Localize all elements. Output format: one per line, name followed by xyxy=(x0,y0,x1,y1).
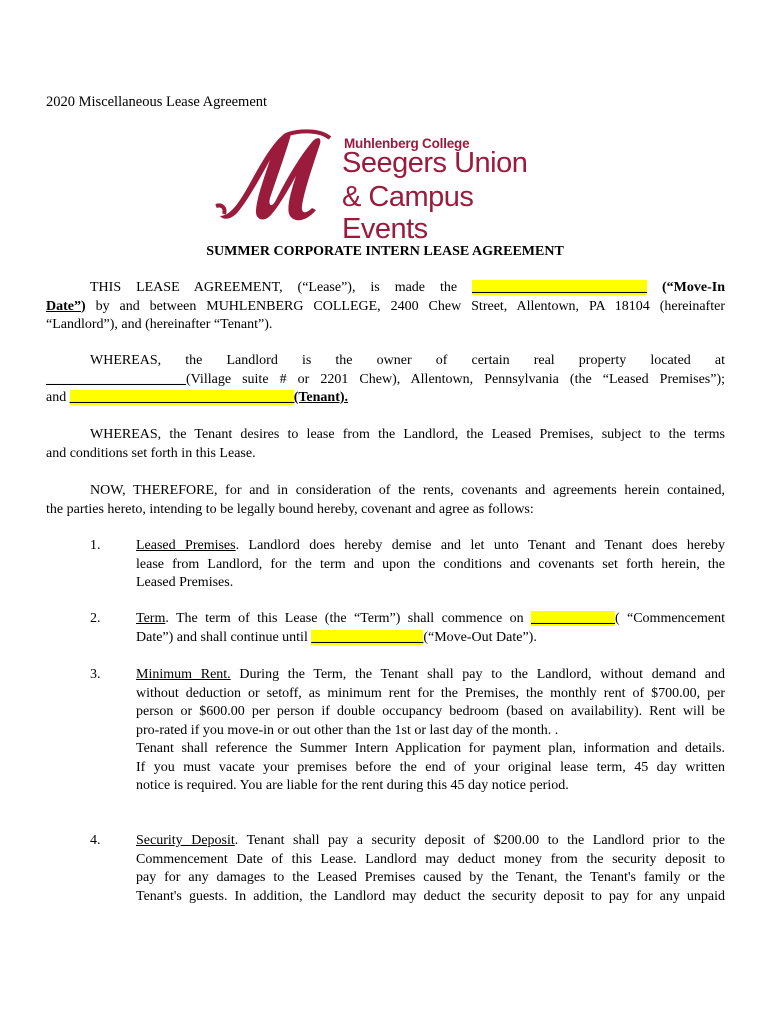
section-line: Tenant's guests. In addition, the Landlord may deduct the security deposit to pay for any unpaid xyxy=(136,888,725,904)
section-text: Date”) and shall continue until xyxy=(136,629,312,645)
document-title: SUMMER CORPORATE INTERN LEASE AGREEMENT xyxy=(206,244,564,259)
logo-line-2: & Campus Events xyxy=(342,181,474,245)
move-out-date-field[interactable]: ________________ xyxy=(311,629,424,645)
intro-text: THIS LEASE AGREEMENT, (“Lease”), is made the xyxy=(90,280,473,295)
logo-line-1: Seegers Union xyxy=(342,147,528,179)
now-line-1: NOW, THEREFORE, for and in consideration of the rents, covenants and agreements herein contained, xyxy=(90,483,725,498)
logo-college-name: Muhlenberg College xyxy=(344,136,470,151)
section-body xyxy=(136,537,725,593)
section-text: . Landlord does hereby demise and let unto Tenant and Tenant does hereby xyxy=(235,538,725,553)
section-text: (“Move-Out Date”). xyxy=(423,629,537,645)
tenant-name-field[interactable]: ________________________________ xyxy=(69,390,294,405)
premises-address-field[interactable]: ____________________ xyxy=(46,371,186,387)
section-heading: Minimum Rent. xyxy=(136,667,231,682)
whereas1-text: (Village suite # or 2201 Chew), Allentown, Pennsylvania (the “Leased Premises”); xyxy=(186,371,725,387)
section-text: . Tenant shall pay a security deposit of $200.00 to the Landlord prior to the xyxy=(234,833,725,848)
whereas-paragraph-2 xyxy=(46,426,725,463)
move-in-date-field[interactable]: _________________________ xyxy=(472,280,648,295)
commencement-date-field[interactable]: ____________ xyxy=(530,611,615,626)
section-line: Commencement Date of this Lease. Landlord may deduct money from the security deposit to xyxy=(136,851,725,867)
section-number: 4. xyxy=(90,833,101,848)
intro-line-3: “Landlord”), and (hereinafter “Tenant”). xyxy=(46,317,273,332)
intro-line-1 xyxy=(46,279,725,298)
section-heading: Security Deposit xyxy=(136,833,235,848)
section-line: pay for any damages to the Leased Premises caused by the Tenant, the Tenant's family or the xyxy=(136,870,725,885)
section-line: pro-rated if you move-in or out other than the 1st or last day of the month. . xyxy=(136,722,559,738)
section-line xyxy=(136,832,725,851)
section-line xyxy=(136,537,725,556)
section-heading: Leased Premises xyxy=(136,538,236,553)
section-text: During the Term, the Tenant shall pay to the Landlord, without demand and xyxy=(230,667,726,682)
section-line xyxy=(136,666,725,685)
section-line: Leased Premises. xyxy=(136,575,234,590)
m-monogram-icon xyxy=(212,128,337,223)
section-line: If you must vacate your premises before the end of your original lease term, 45 day written xyxy=(136,759,725,775)
intro-text: by and between MUHLENBERG COLLEGE, 2400 Chew Street, Allentown, PA 18104 (hereinafter xyxy=(85,298,725,314)
section-heading: Term xyxy=(136,611,166,626)
section-number: 2. xyxy=(90,611,101,626)
section-line xyxy=(136,610,725,629)
section-line: without deduction or setoff, as minimum rent for the Premises, the monthly rent of $700.00, per xyxy=(136,685,725,701)
section-body xyxy=(136,832,725,906)
whereas-paragraph-1 xyxy=(46,352,725,408)
section-line: Tenant shall reference the Summer Intern Application for payment plan, information and details. xyxy=(136,741,725,756)
date-label: Date”) xyxy=(46,298,86,314)
tenant-label: (Tenant). xyxy=(293,390,349,405)
section-number: 3. xyxy=(90,667,101,682)
section-text: . The term of this Lease (the “Term”) shall commence on xyxy=(165,611,531,626)
intro-paragraph xyxy=(46,279,725,335)
section-line: person or $600.00 per person if double occupancy bedroom (based on availability). Rent will be xyxy=(136,704,725,719)
section-number: 1. xyxy=(90,538,101,553)
now-therefore-paragraph xyxy=(46,482,725,519)
document-label: 2020 Miscellaneous Lease Agreement xyxy=(46,94,268,110)
whereas1-line-1: WHEREAS, the Landlord is the owner of certain real property located at xyxy=(90,353,725,368)
whereas1-line-2 xyxy=(46,371,725,390)
section-body xyxy=(136,666,725,796)
move-in-label: (“Move-In xyxy=(647,280,725,295)
section-body xyxy=(136,610,725,647)
whereas2-line-1: WHEREAS, the Tenant desires to lease from the Landlord, the Leased Premises, subject to the terms xyxy=(90,427,725,442)
section-line xyxy=(136,630,537,645)
whereas1-line-3 xyxy=(46,389,725,408)
section-text: ( “Commencement xyxy=(614,611,725,626)
section-line: lease from Landlord, for the term and upon the conditions and covenants set forth herein, the xyxy=(136,556,725,572)
now-line-2: the parties hereto, intending to be legally bound hereby, covenant and agree as follows: xyxy=(46,501,534,517)
whereas1-text: and xyxy=(46,390,70,405)
whereas2-line-2: and conditions set forth in this Lease. xyxy=(46,445,256,461)
intro-line-2 xyxy=(46,298,725,317)
college-logo xyxy=(212,128,562,245)
section-line: notice is required. You are liable for the rent during this 45 day notice period. xyxy=(136,778,569,793)
